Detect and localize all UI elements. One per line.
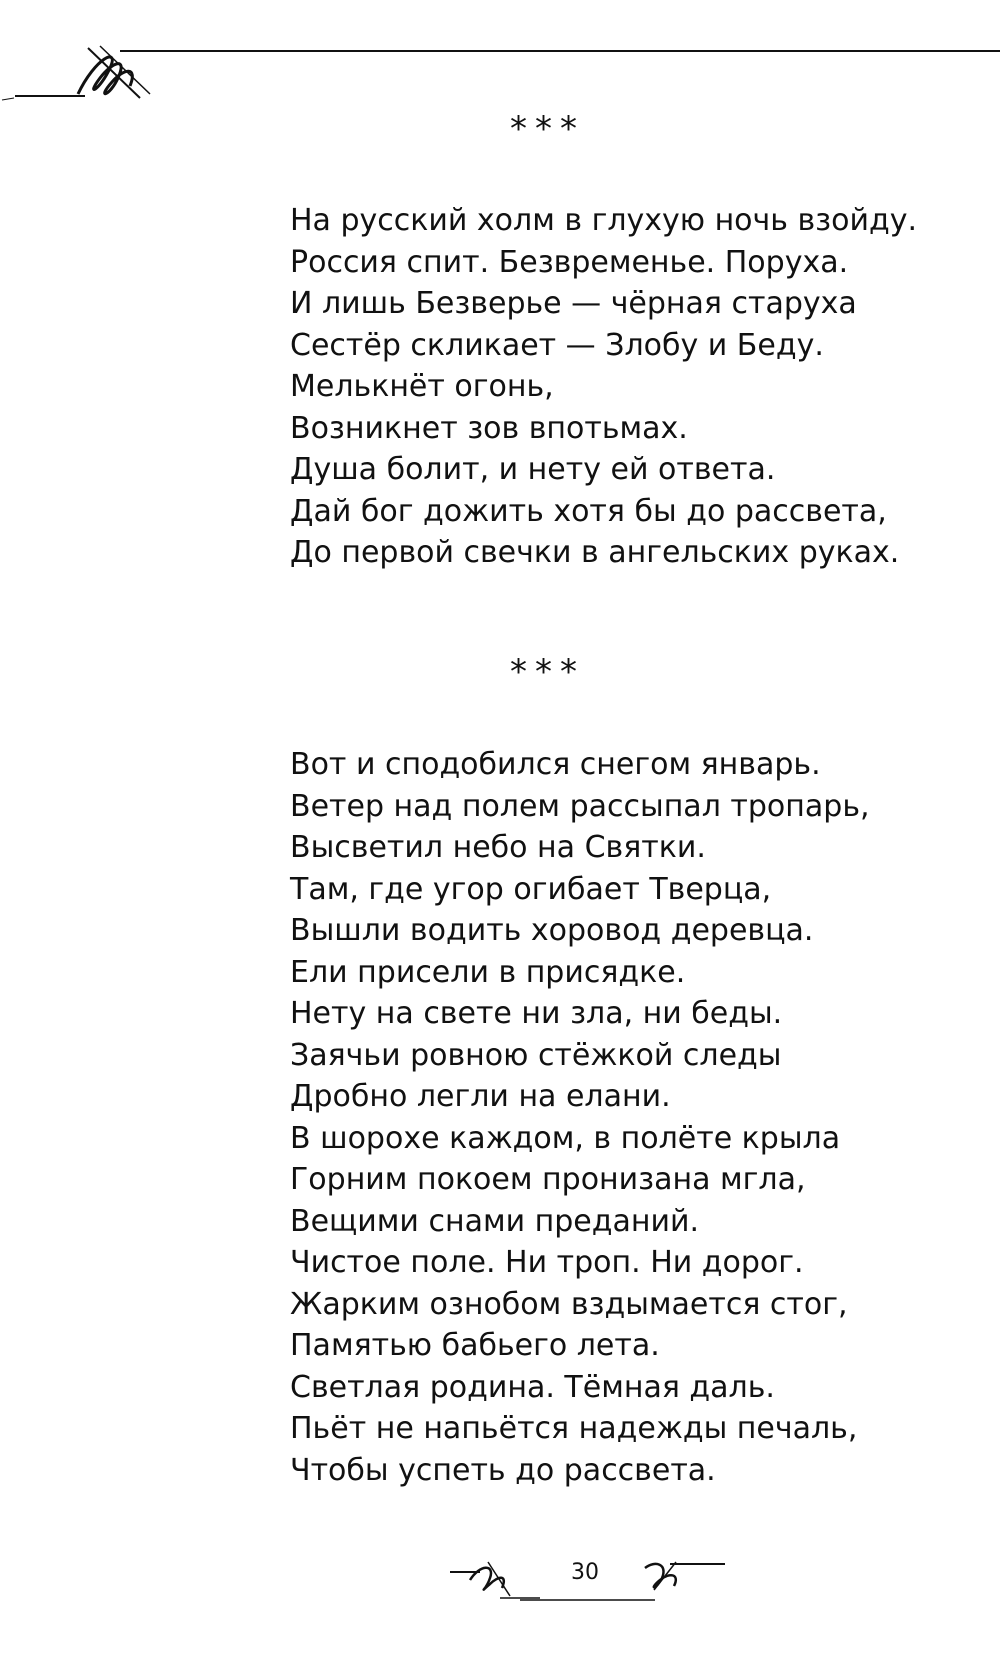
poem-line: Сестёр скликает — Злобу и Беду. xyxy=(290,327,824,363)
poem-line: Высветил небо на Святки. xyxy=(290,830,706,865)
poem-line: Возникнет зов впотьмах. xyxy=(290,410,688,446)
poem-line: Вещими снами преданий. xyxy=(290,1203,699,1239)
poem-line: Ели присели в присядке. xyxy=(290,954,686,990)
poem-line: На русский холм в глухую ночь взойду. xyxy=(290,203,917,238)
section-divider-asterisks: *** xyxy=(510,109,585,149)
poem-line: Горним покоем пронизана мгла, xyxy=(290,1162,806,1197)
poem-line: Россия спит. Безвременье. Поруха. xyxy=(290,244,849,280)
poem-line: До первой свечки в ангельских руках. xyxy=(290,535,900,570)
section-divider-asterisks: *** xyxy=(510,652,585,692)
poem-line: Нету на свете ни зла, ни беды. xyxy=(290,996,783,1031)
poem-line: Мелькнёт огонь, xyxy=(290,369,554,404)
poem-line: Вот и сподобился снегом январь. xyxy=(290,747,821,782)
poem-line: Заячьи ровною стёжкой следы xyxy=(290,1037,782,1073)
poem-line: Дай бог дожить хотя бы до рассвета, xyxy=(290,493,887,529)
poem-line: Душа болит, и нету ей ответа. xyxy=(290,452,776,487)
page-number: 30 xyxy=(571,1560,599,1585)
header-flourish-ornament xyxy=(0,38,1000,108)
poem-line: Дробно легли на елани. xyxy=(290,1079,671,1114)
poem-line: Пьёт не напьётся надежды печаль, xyxy=(290,1411,858,1446)
poem-stanza-2 xyxy=(290,744,980,1491)
poem-line: Жарким ознобом вздымается стог, xyxy=(290,1286,848,1322)
poem-line: Ветер над полем рассыпал тропарь, xyxy=(290,788,870,824)
poem-line: И лишь Безверье — чёрная старуха xyxy=(290,286,857,321)
poem-line: Вышли водить хоровод деревца. xyxy=(290,913,814,948)
poem-line: Светлая родина. Тёмная даль. xyxy=(290,1369,775,1405)
poem-line: Там, где угор огибает Тверца, xyxy=(290,871,772,907)
poem-line: Чистое поле. Ни троп. Ни дорог. xyxy=(290,1245,804,1280)
poem-stanza-1 xyxy=(290,200,980,574)
poem-line: В шорохе каждом, в полёте крыла xyxy=(290,1120,841,1156)
poem-line: Памятью бабьего лета. xyxy=(290,1328,660,1363)
poem-line: Чтобы успеть до рассвета. xyxy=(290,1452,716,1488)
page-footer xyxy=(440,1550,740,1610)
